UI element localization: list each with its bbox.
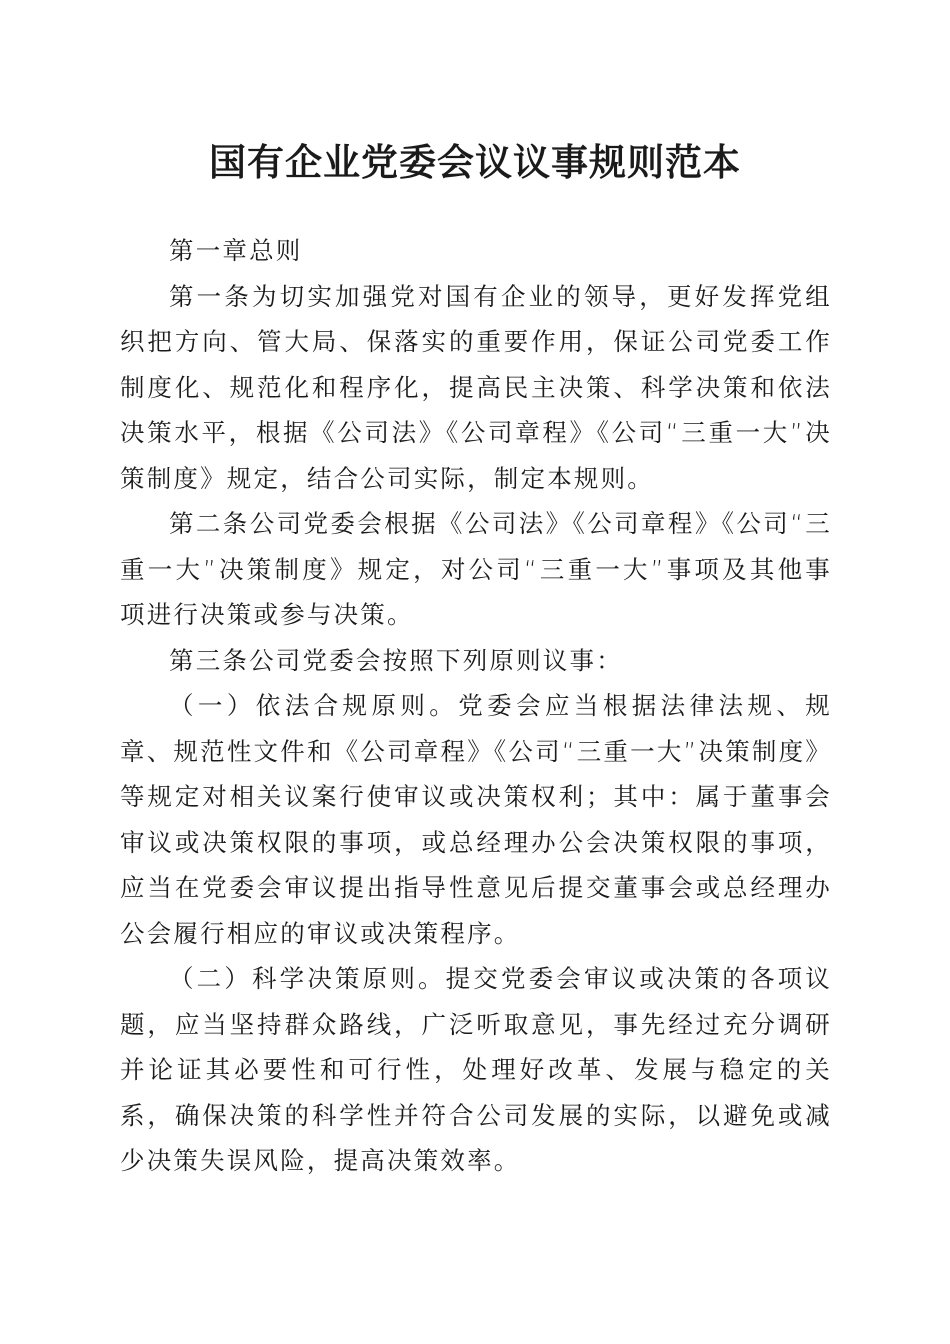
principle-1-paragraph: （一）依法合规原则。党委会应当根据法律法规、规章、规范性文件和《公司章程》《公司“三重一大”决策制度》等规定对相关议案行使审议或决策权利；其中：属于董事会审议或决策权限的事项，或总经理办公会决策权限的事项，应当在党委会审议提出指导性意见后提交董事会或总经理办公会履行相应的审议或决策程序。 xyxy=(120,691,832,948)
principle-2-paragraph: （二）科学决策原则。提交党委会审议或决策的各项议题，应当坚持群众路线，广泛听取意见，事先经过充分调研并论证其必要性和可行性，处理好改革、发展与稳定的关系，确保决策的科学性并符合公司发展的实际，以避免或减少决策失误风险，提高决策效率。 xyxy=(120,964,832,1175)
article-2-paragraph: 第二条公司党委会根据《公司法》《公司章程》《公司“三重一大”决策制度》规定，对公司“三重一大”事项及其他事项进行决策或参与决策。 xyxy=(120,509,832,629)
document-title: 国有企业党委会议议事规则范本 xyxy=(209,140,741,184)
article-3-paragraph: 第三条公司党委会按照下列原则议事： xyxy=(169,645,623,675)
chapter-heading: 第一章总则 xyxy=(169,236,303,265)
article-1-paragraph: 第一条为切实加强党对国有企业的领导，更好发挥党组织把方向、管大局、保落实的重要作用，保证公司党委工作制度化、规范化和程序化，提高民主决策、科学决策和依法决策水平，根据《公司法》《公司章程》《公司“三重一大”决策制度》规定，结合公司实际，制定本规则。 xyxy=(120,281,832,493)
document-body xyxy=(120,228,832,1184)
